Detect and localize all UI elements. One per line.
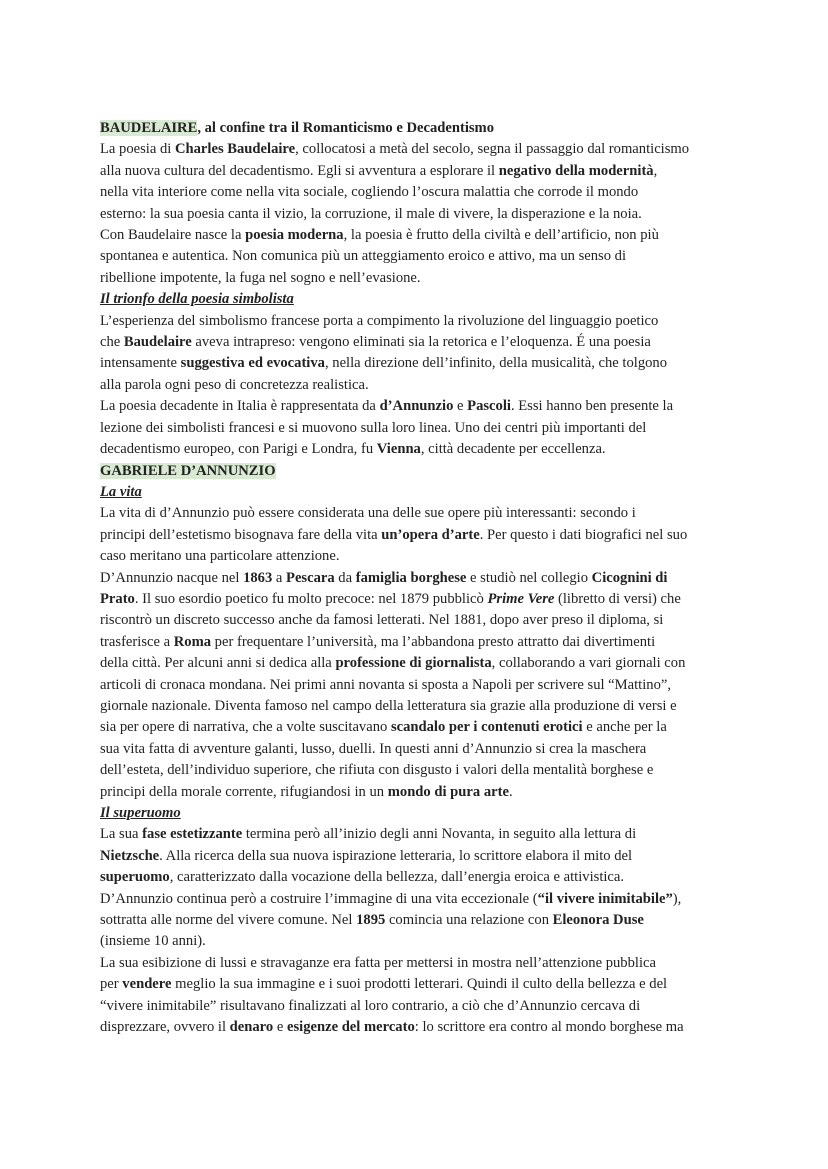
text-run: La vita di d’Annunzio può essere considerata una delle sue opere più interessanti: secondo i [100, 505, 636, 522]
text-run: . [508, 783, 513, 800]
text-run: esterno: la sua poesia canta il vizio, la corruzione, il male di vivere, la disperazione e la noia. [100, 205, 642, 222]
bold-text: fase estetizzante [142, 826, 243, 843]
bold-text: poesia moderna [245, 227, 344, 244]
text-run: . Il suo esordio poetico fu molto precoce: nel 1879 pubblicò [134, 590, 488, 607]
text-run: termina però all’inizio degli anni Novanta, in seguito alla lettura di [242, 826, 637, 843]
text-run: decadentismo europeo, con Parigi e Londra, fu [100, 441, 377, 458]
highlighted-title: BAUDELAIRE [100, 120, 198, 136]
bold-text: Prime Vere [487, 590, 555, 607]
text-run: caso meritano una particolare attenzione. [100, 548, 340, 565]
text-run: riscontrò un discreto successo anche da famosi letterati. Nel 1881, dopo aver preso il diploma, si [100, 612, 664, 629]
text-line [100, 867, 732, 888]
bold-text: famiglia borghese [355, 569, 467, 586]
text-run: spontanea e autentica. Non comunica più un atteggiamento eroico e attivo, ma un senso di [100, 248, 627, 265]
text-run: articoli di cronaca mondana. Nei primi anni novanta si sposta a Napoli per scrivere sul “Mattino”, [100, 676, 672, 693]
bold-text: d’Annunzio [379, 398, 454, 415]
text-line [100, 332, 732, 353]
text-run: . Essi hanno ben presente la [510, 398, 674, 415]
text-run: , collaborando a vari giornali con [491, 655, 686, 672]
text-line [100, 739, 732, 760]
text-run: Con Baudelaire nasce la [100, 227, 246, 244]
bold-text: scandalo per i contenuti erotici [390, 719, 583, 736]
text-line [100, 974, 732, 995]
text-run: ), [672, 890, 682, 907]
text-line [100, 418, 732, 439]
paragraph-baudelaire [100, 139, 732, 289]
text-run: , nella direzione dell’infinito, della musicalità, che tolgono [324, 355, 668, 372]
text-run: La sua [100, 826, 143, 843]
bold-text: suggestiva ed evocativa [180, 355, 325, 372]
bold-text: Charles Baudelaire [174, 141, 296, 158]
text-line [100, 204, 732, 225]
text-line [100, 225, 732, 246]
text-run: . Per questo i dati biografici nel suo [479, 526, 688, 543]
text-line [100, 610, 732, 631]
text-run: a [272, 569, 287, 586]
bold-text: Pascoli [467, 398, 511, 415]
text-run: lezione dei simbolisti francesi e si muovono sulla loro linea. Uno dei centri più importanti del [100, 419, 647, 436]
text-run: : lo scrittore era contro al mondo borghese ma [414, 1019, 684, 1036]
bold-text: Eleonora Duse [552, 912, 644, 929]
text-run: L’esperienza del simbolismo francese porta a compimento la rivoluzione del linguaggio poetico [100, 312, 659, 329]
text-line [100, 546, 732, 567]
text-run: “vivere inimitabile” risultavano finalizzati al loro contrario, a ciò che d’Annunzio cercava di [100, 997, 641, 1014]
text-line [100, 311, 732, 332]
text-run: sua vita fatta di avventure galanti, lusso, duelli. In questi anni d’Annunzio si crea la maschera [100, 740, 647, 757]
text-line [100, 889, 732, 910]
text-line [100, 760, 732, 781]
text-line [100, 246, 732, 267]
text-line [100, 953, 732, 974]
text-line [100, 589, 732, 610]
bold-text: Roma [173, 633, 212, 650]
text-run: giornale nazionale. Diventa famoso nel campo della letteratura sia grazie alla produzione di versi e [100, 697, 677, 714]
text-line [100, 717, 732, 738]
bold-text: Vienna [376, 441, 421, 458]
text-line [100, 503, 732, 524]
paragraph-vita [100, 503, 732, 803]
text-line [100, 696, 732, 717]
text-run: e anche per la [582, 719, 667, 736]
bold-text: Pescara [286, 569, 335, 586]
text-run: per [100, 976, 123, 993]
text-run: La poesia decadente in Italia è rappresentata da [100, 398, 380, 415]
bold-text: denaro [229, 1019, 274, 1036]
text-run: sottratta alle norme del vivere comune. Nel [100, 912, 357, 929]
subheading-la-vita: La vita [100, 483, 142, 500]
bold-text: un’opera d’arte [381, 526, 480, 543]
text-line [100, 568, 732, 589]
bold-text: “il vivere inimitabile” [537, 890, 673, 907]
text-run: sia per opere di narrativa, che a volte suscitavano [100, 719, 391, 736]
text-run: nella vita interiore come nella vita sociale, cogliendo l’oscura malattia che corrode il mondo [100, 184, 639, 201]
section-heading-baudelaire [100, 118, 732, 139]
text-line [100, 268, 732, 289]
text-line [100, 846, 732, 867]
text-run: , città decadente per eccellenza. [420, 441, 606, 458]
text-run: trasferisce a [100, 633, 174, 650]
subheading-superuomo: Il superuomo [100, 805, 181, 821]
text-run: principi dell’estetismo bisognava fare della vita [100, 526, 382, 543]
text-run: intensamente [100, 355, 181, 372]
text-run: da [334, 569, 356, 586]
text-line [100, 1017, 732, 1038]
text-line [100, 931, 732, 952]
text-run: della città. Per alcuni anni si dedica alla [100, 655, 336, 672]
bold-text: vendere [122, 976, 172, 993]
bold-text: 1863 [243, 569, 273, 586]
text-run: per frequentare l’università, ma l’abbandona presto attratto dai divertimenti [211, 633, 656, 650]
bold-text: Prato [100, 590, 135, 607]
text-run: meglio la sua immagine e i suoi prodotti letterari. Quindi il culto della bellezza e del [171, 976, 668, 993]
text-line [100, 439, 732, 460]
text-line [100, 824, 732, 845]
text-line [100, 161, 732, 182]
text-run: (libretto di versi) che [554, 590, 681, 607]
bold-text: 1895 [356, 912, 386, 929]
text-line [100, 632, 732, 653]
text-run: e studiò nel collegio [466, 569, 592, 586]
text-run: , la poesia è frutto della civiltà e dell’artificio, non più [343, 227, 659, 244]
text-run: disprezzare, ovvero il [100, 1019, 230, 1036]
text-line [100, 396, 732, 417]
text-run: , caratterizzato dalla vocazione della bellezza, dall’energia eroica e attivistica. [169, 869, 625, 886]
paragraph-superuomo [100, 824, 732, 1038]
text-line [100, 782, 732, 803]
text-run: . Alla ricerca della sua nuova ispirazione letteraria, lo scrittore elabora il mito del [159, 847, 633, 864]
bold-text: esigenze del mercato [286, 1019, 415, 1036]
bold-text: professione di giornalista [335, 655, 492, 672]
text-line [100, 139, 732, 160]
text-line [100, 525, 732, 546]
text-run: D’Annunzio continua però a costruire l’immagine di una vita eccezionale ( [100, 890, 538, 907]
text-line [100, 353, 732, 374]
text-run: ribellione impotente, la fuga nel sogno e nell’evasione. [100, 269, 421, 286]
text-run: comincia una relazione con [385, 912, 553, 929]
text-line [100, 910, 732, 931]
paragraph-simbolismo [100, 311, 732, 461]
text-run: principi della morale corrente, rifugiandosi in un [100, 783, 388, 800]
text-line [100, 675, 732, 696]
bold-text: Cicognini di [591, 569, 668, 586]
text-run: dell’esteta, dell’individuo superiore, che rifiuta con disgusto i valori della mentalità borghese e [100, 762, 654, 779]
subheading-simbolista: Il trionfo della poesia simbolista [100, 291, 294, 308]
text-run: e [453, 398, 468, 415]
text-run: , collocatosi a metà del secolo, segna il passaggio dal romanticismo [295, 141, 690, 158]
text-run: aveva intrapreso: vengono eliminati sia la retorica e l’eloquenza. É una poesia [191, 334, 651, 351]
text-line [100, 996, 732, 1017]
bold-text: Nietzsche [100, 847, 160, 864]
text-run: e [273, 1019, 287, 1036]
bold-text: mondo di pura arte [387, 783, 509, 800]
bold-text: negativo della modernità [498, 162, 654, 179]
text-line [100, 182, 732, 203]
text-run: che [100, 334, 124, 351]
section-heading-dannunzio: GABRIELE D’ANNUNZIO [100, 462, 276, 479]
text-line [100, 375, 732, 396]
text-run: , [653, 162, 658, 179]
bold-text: Baudelaire [123, 334, 192, 351]
text-run: D’Annunzio nacque nel [100, 569, 244, 586]
text-run: La sua esibizione di lussi e stravaganze era fatta per mettersi in mostra nell’attenzione pubblica [100, 954, 656, 971]
text-run: (insieme 10 anni). [100, 933, 206, 950]
text-run: alla parola ogni peso di concretezza realistica. [100, 376, 369, 393]
text-run: La poesia di [100, 141, 175, 158]
heading-subtitle: , al confine tra il Romanticismo e Decadentismo [197, 120, 495, 136]
bold-text: superuomo [100, 869, 170, 886]
text-run: alla nuova cultura del decadentismo. Egli si avventura a esplorare il [100, 162, 499, 179]
text-line [100, 653, 732, 674]
